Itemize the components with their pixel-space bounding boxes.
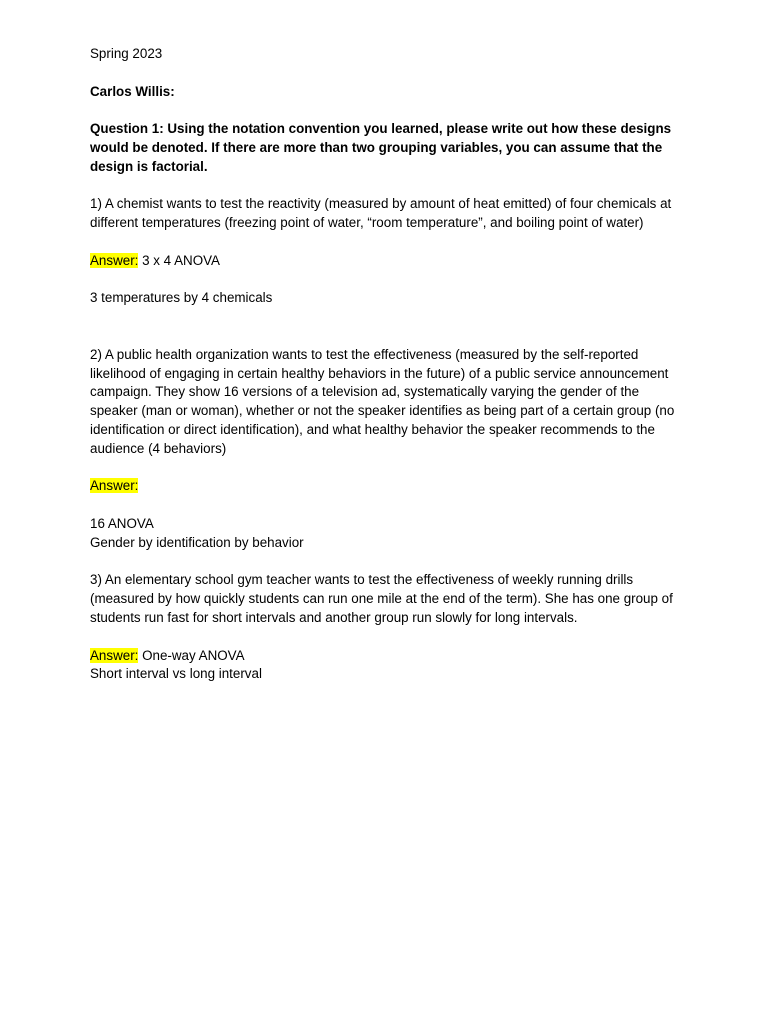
student-name: Carlos Willis: bbox=[90, 83, 175, 99]
item-2-answer-value: 16 ANOVA bbox=[90, 515, 154, 531]
item-1-explanation: 3 temperatures by 4 chemicals bbox=[90, 290, 273, 306]
item-1-answer bbox=[90, 252, 690, 271]
term-label: Spring 2023 bbox=[90, 46, 163, 61]
item-3-prompt: 3) An elementary school gym teacher wants to test the effectiveness of weekly running drills (measured by how quickly students can run one mile at the end of the term). She has one group of students run fast for short intervals and another group run slowly for long intervals. bbox=[90, 572, 673, 625]
item-3-answer-value: One-way ANOVA bbox=[138, 647, 245, 663]
item-1-answer-label: Answer: bbox=[90, 252, 139, 268]
question-heading: Question 1: Using the notation convention you learned, please write out how these designs would be denoted. If there are more than two grouping variables, you can assume that the design is factorial. bbox=[90, 121, 672, 174]
item-3-answer bbox=[90, 647, 690, 666]
item-1-prompt: 1) A chemist wants to test the reactivity (measured by amount of heat emitted) of four chemicals at different temperatures (freezing point of water, “room temperature”, and boiling point of water) bbox=[90, 196, 672, 231]
item-1-answer-value: 3 x 4 ANOVA bbox=[138, 252, 220, 268]
item-2-explanation: Gender by identification by behavior bbox=[90, 534, 304, 550]
document-page bbox=[90, 45, 690, 684]
item-2-answer bbox=[90, 477, 690, 496]
item-3-answer-label: Answer: bbox=[90, 647, 139, 663]
item-2-prompt: 2) A public health organization wants to test the effectiveness (measured by the self-reported likelihood of engaging in certain healthy behaviors in the future) of a public service announcement campaign. They show 16 versions of a television ad, systematically varying the gender of the speaker (man or woman), whether or not the speaker identifies as being part of a certain group (no identification or direct identification), and what healthy behavior the speaker recommends to the audience (4 behaviors) bbox=[90, 346, 675, 456]
item-3-explanation: Short interval vs long interval bbox=[90, 666, 262, 682]
item-2-answer-label: Answer: bbox=[90, 478, 139, 494]
